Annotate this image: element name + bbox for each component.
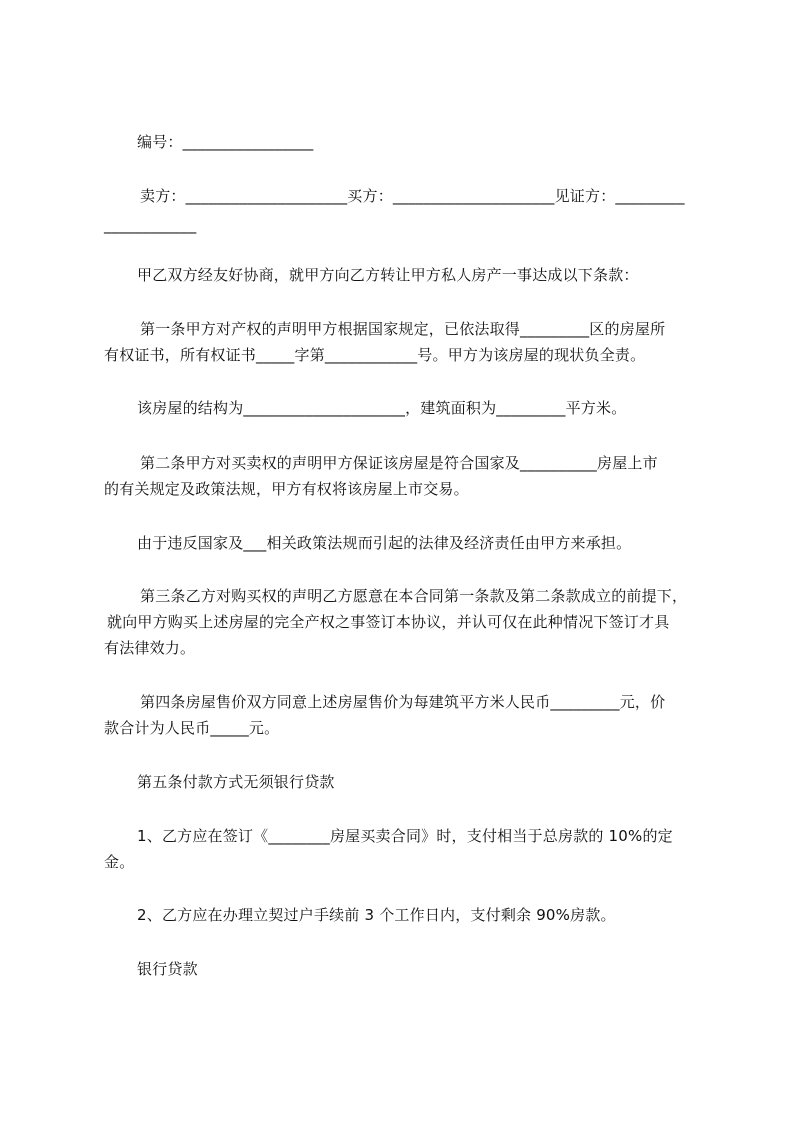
payment-item-1-line-2: 金。 — [104, 853, 135, 871]
structure-paragraph: 该房屋的结构为_____________________，建筑面积为_________平方米。 — [137, 399, 627, 417]
parties-line: 卖方：_____________________买方：_____________________见证方：_________ — [140, 187, 685, 205]
article-5-heading: 第五条付款方式无须银行贷款 — [137, 773, 335, 791]
article-1-line-1: 第一条甲方对产权的声明甲方根据国家规定，已依法取得_________区的房屋所 — [140, 320, 666, 338]
intro-paragraph: 甲乙双方经友好协商，就甲方向乙方转让甲方私人房产一事达成以下条款： — [137, 266, 639, 284]
article-3-line-2: 就向甲方购买上述房屋的完全产权之事签订本协议，并认可仅在此种情况下签订才具 — [107, 613, 670, 631]
article-4-line-1: 第四条房屋售价双方同意上述房屋售价为每建筑平方米人民币_________元，价 — [140, 693, 666, 711]
article-2-line-1: 第二条甲方对买卖权的声明甲方保证该房屋是符合国家及__________房屋上市 — [140, 454, 658, 472]
parties-line-continued: ____________ — [104, 216, 197, 234]
article-4-line-2: 款合计为人民币_____元。 — [104, 719, 280, 737]
liability-paragraph: 由于违反国家及___相关政策法规而引起的法律及经济责任由甲方来承担。 — [137, 534, 632, 552]
article-1-line-2: 有权证书，所有权证书_____字第____________号。甲方为该房屋的现状负全责。 — [104, 346, 646, 364]
payment-item-2: 2、乙方应在办理立契过户手续前 3 个工作日内，支付剩余 90%房款。 — [137, 906, 616, 924]
payment-item-1-line-1: 1、乙方应在签订《________房屋买卖合同》时，支付相当于总房款的 10%的定 — [137, 827, 673, 845]
article-3-line-1: 第三条乙方对购买权的声明乙方愿意在本合同第一条款及第二条款成立的前提下， — [140, 587, 688, 605]
article-2-line-2: 的有关规定及政策法规，甲方有权将该房屋上市交易。 — [104, 480, 469, 498]
bank-loan-heading: 银行贷款 — [137, 960, 198, 978]
article-3-line-3: 有法律效力。 — [104, 639, 196, 657]
serial-number-line: 编号：_________________ — [137, 133, 314, 151]
